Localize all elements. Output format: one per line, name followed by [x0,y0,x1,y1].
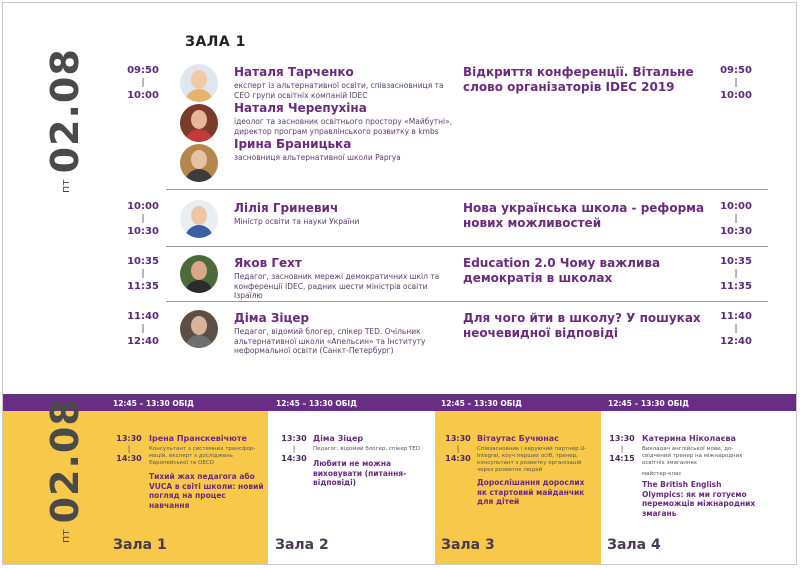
talk-title: Дорослішання дорослих як стартовий майданчик для дітей [477,478,585,506]
talk-title: The British English Olympics: як ми готуємо переможців міжнародних змагань [642,480,756,518]
speaker-name: Діма Зіцер [313,434,364,443]
session-3-time-right: 10:35 | 11:35 [720,256,752,292]
workshop-time: 13:30 | 14:15 [609,434,635,463]
speaker-role: Консультант з системних трансфор-мацій, експерт з досліджень Європейської та OECD [149,446,256,466]
speaker-role: Викладач англійської мови, до-свідчений тренер на міжнародних освітніх змаганнях [642,446,743,466]
speaker-name: Ірина Браницька [234,137,352,151]
lunch-label: 12:45 – 13:30 ОБІД [276,399,357,408]
session-4-time-left: 11:40 | 12:40 [127,311,159,347]
avatar [180,255,218,293]
start-time: 09:50 [720,65,752,76]
speaker-role: Педагог, засновник мережі демократичних шкіл та конференції IDEC, радник шести міністрів освіти Ізраїлю [234,272,440,300]
avatar [180,310,218,348]
format-label: майстер-клас [642,471,682,477]
speaker-name: Ірена Пранскевічюте [149,434,247,443]
lunch-label: 12:45 – 13:30 ОБІД [441,399,522,408]
start-time: 13:30 [116,434,142,443]
talk-title: Тихий жах педагога або VUCA в світі школи: новий погляд на процес навчання [149,472,264,510]
speaker-role: Педагог, відомий блогер, спікер TED. Очільник альтернативної школи «Апельсин» та Інституту неформальної освіти (Санкт-Петербург) [234,327,426,355]
speaker-name: Наталя Тарченко [234,65,354,79]
hall-label: Зала 4 [607,537,661,553]
talk-title: Education 2.0 Чому важлива демократія в школах [463,256,661,285]
divider [166,189,768,190]
avatar [180,64,218,102]
date-number: 02.08 [43,398,87,524]
avatar [180,200,218,238]
speaker-role: засновниця альтернативної школи Paprya [234,153,401,162]
speaker-role: експерт із альтернативної освіти, співзасновниця та СЕО групи освітніх компаній IDEC [234,81,444,100]
talk-title: Для чого йти в школу? У пошуках неочевидної відповіді [463,311,701,340]
end-time: 11:35 [127,281,159,292]
date-vertical-top [43,48,87,193]
talk-title: Нова українська школа - реформа нових можливостей [463,201,705,230]
speaker-role: Педагог, відомий блогер, спікер TED [313,446,421,452]
speaker-name: Яков Гехт [234,256,302,270]
speaker-role: ідеолог та засновник освітнього простору «Майбутні», директор програм управлінського розвитку в kmbs [234,117,453,136]
lunch-label: 12:45 – 13:30 ОБІД [113,399,194,408]
start-time: 10:00 [720,201,752,212]
weekday: пт [58,179,72,193]
speaker-role: Співзасновник і керуючий партнер U-Integral, коуч перших осіб, тренер, консультант з розвитку організацій через розвиток людей [477,446,587,473]
weekday: пт [58,529,72,543]
hall-title: ЗАЛА 1 [185,34,246,50]
start-time: 11:40 [127,311,159,322]
speaker-role: Міністр освіти та науки України [234,217,360,226]
date-vertical-bottom [43,398,87,543]
start-time: 10:35 [720,256,752,267]
end-time: 14:30 [445,454,471,463]
end-time: 12:40 [720,336,752,347]
divider [166,246,768,247]
start-time: 13:30 [281,434,307,443]
end-time: 10:00 [720,90,752,101]
start-time: 11:40 [720,311,752,322]
workshop-time: 13:30 | 14:30 [281,434,307,463]
start-time: 13:30 [445,434,471,443]
avatar [180,104,218,142]
end-time: 10:30 [127,226,159,237]
speaker-name: Діма Зіцер [234,311,310,325]
start-time: 10:35 [127,256,159,267]
end-time: 11:35 [720,281,752,292]
lunch-label: 12:45 – 13:30 ОБІД [608,399,689,408]
speaker-name: Катерина Ніколаєва [642,434,736,443]
start-time: 13:30 [609,434,635,443]
talk-title: Відкриття конференції. Вітальне слово організаторів IDEC 2019 [463,65,694,94]
session-3-time-left: 10:35 | 11:35 [127,256,159,292]
divider [166,301,768,302]
start-time: 09:50 [127,65,159,76]
hall-label: Зала 2 [275,537,329,553]
end-time: 10:30 [720,226,752,237]
end-time: 14:30 [281,454,307,463]
speaker-name: Лілія Гриневич [234,201,339,215]
speaker-name: Вітаутас Бучюнас [477,434,559,443]
avatar [180,144,218,182]
speaker-name: Наталя Черепухіна [234,101,367,115]
workshop-time: 13:30 | 14:30 [445,434,471,463]
end-time: 10:00 [127,90,159,101]
session-1-time-left: 09:50 | 10:00 [127,65,159,101]
date-number: 02.08 [43,48,87,174]
schedule-page [2,2,797,565]
session-2-time-left: 10:00 | 10:30 [127,201,159,237]
session-2-time-right: 10:00 | 10:30 [720,201,752,237]
talk-title: Любити не можна виховувати (питання-відповіді) [313,459,407,487]
session-1-time-right: 09:50 | 10:00 [720,65,752,101]
hall-label: Зала 1 [113,537,167,553]
hall-label: Зала 3 [441,537,495,553]
workshop-time: 13:30 | 14:30 [116,434,142,463]
end-time: 14:30 [116,454,142,463]
start-time: 10:00 [127,201,159,212]
session-4-time-right: 11:40 | 12:40 [720,311,752,347]
end-time: 12:40 [127,336,159,347]
end-time: 14:15 [609,454,635,463]
